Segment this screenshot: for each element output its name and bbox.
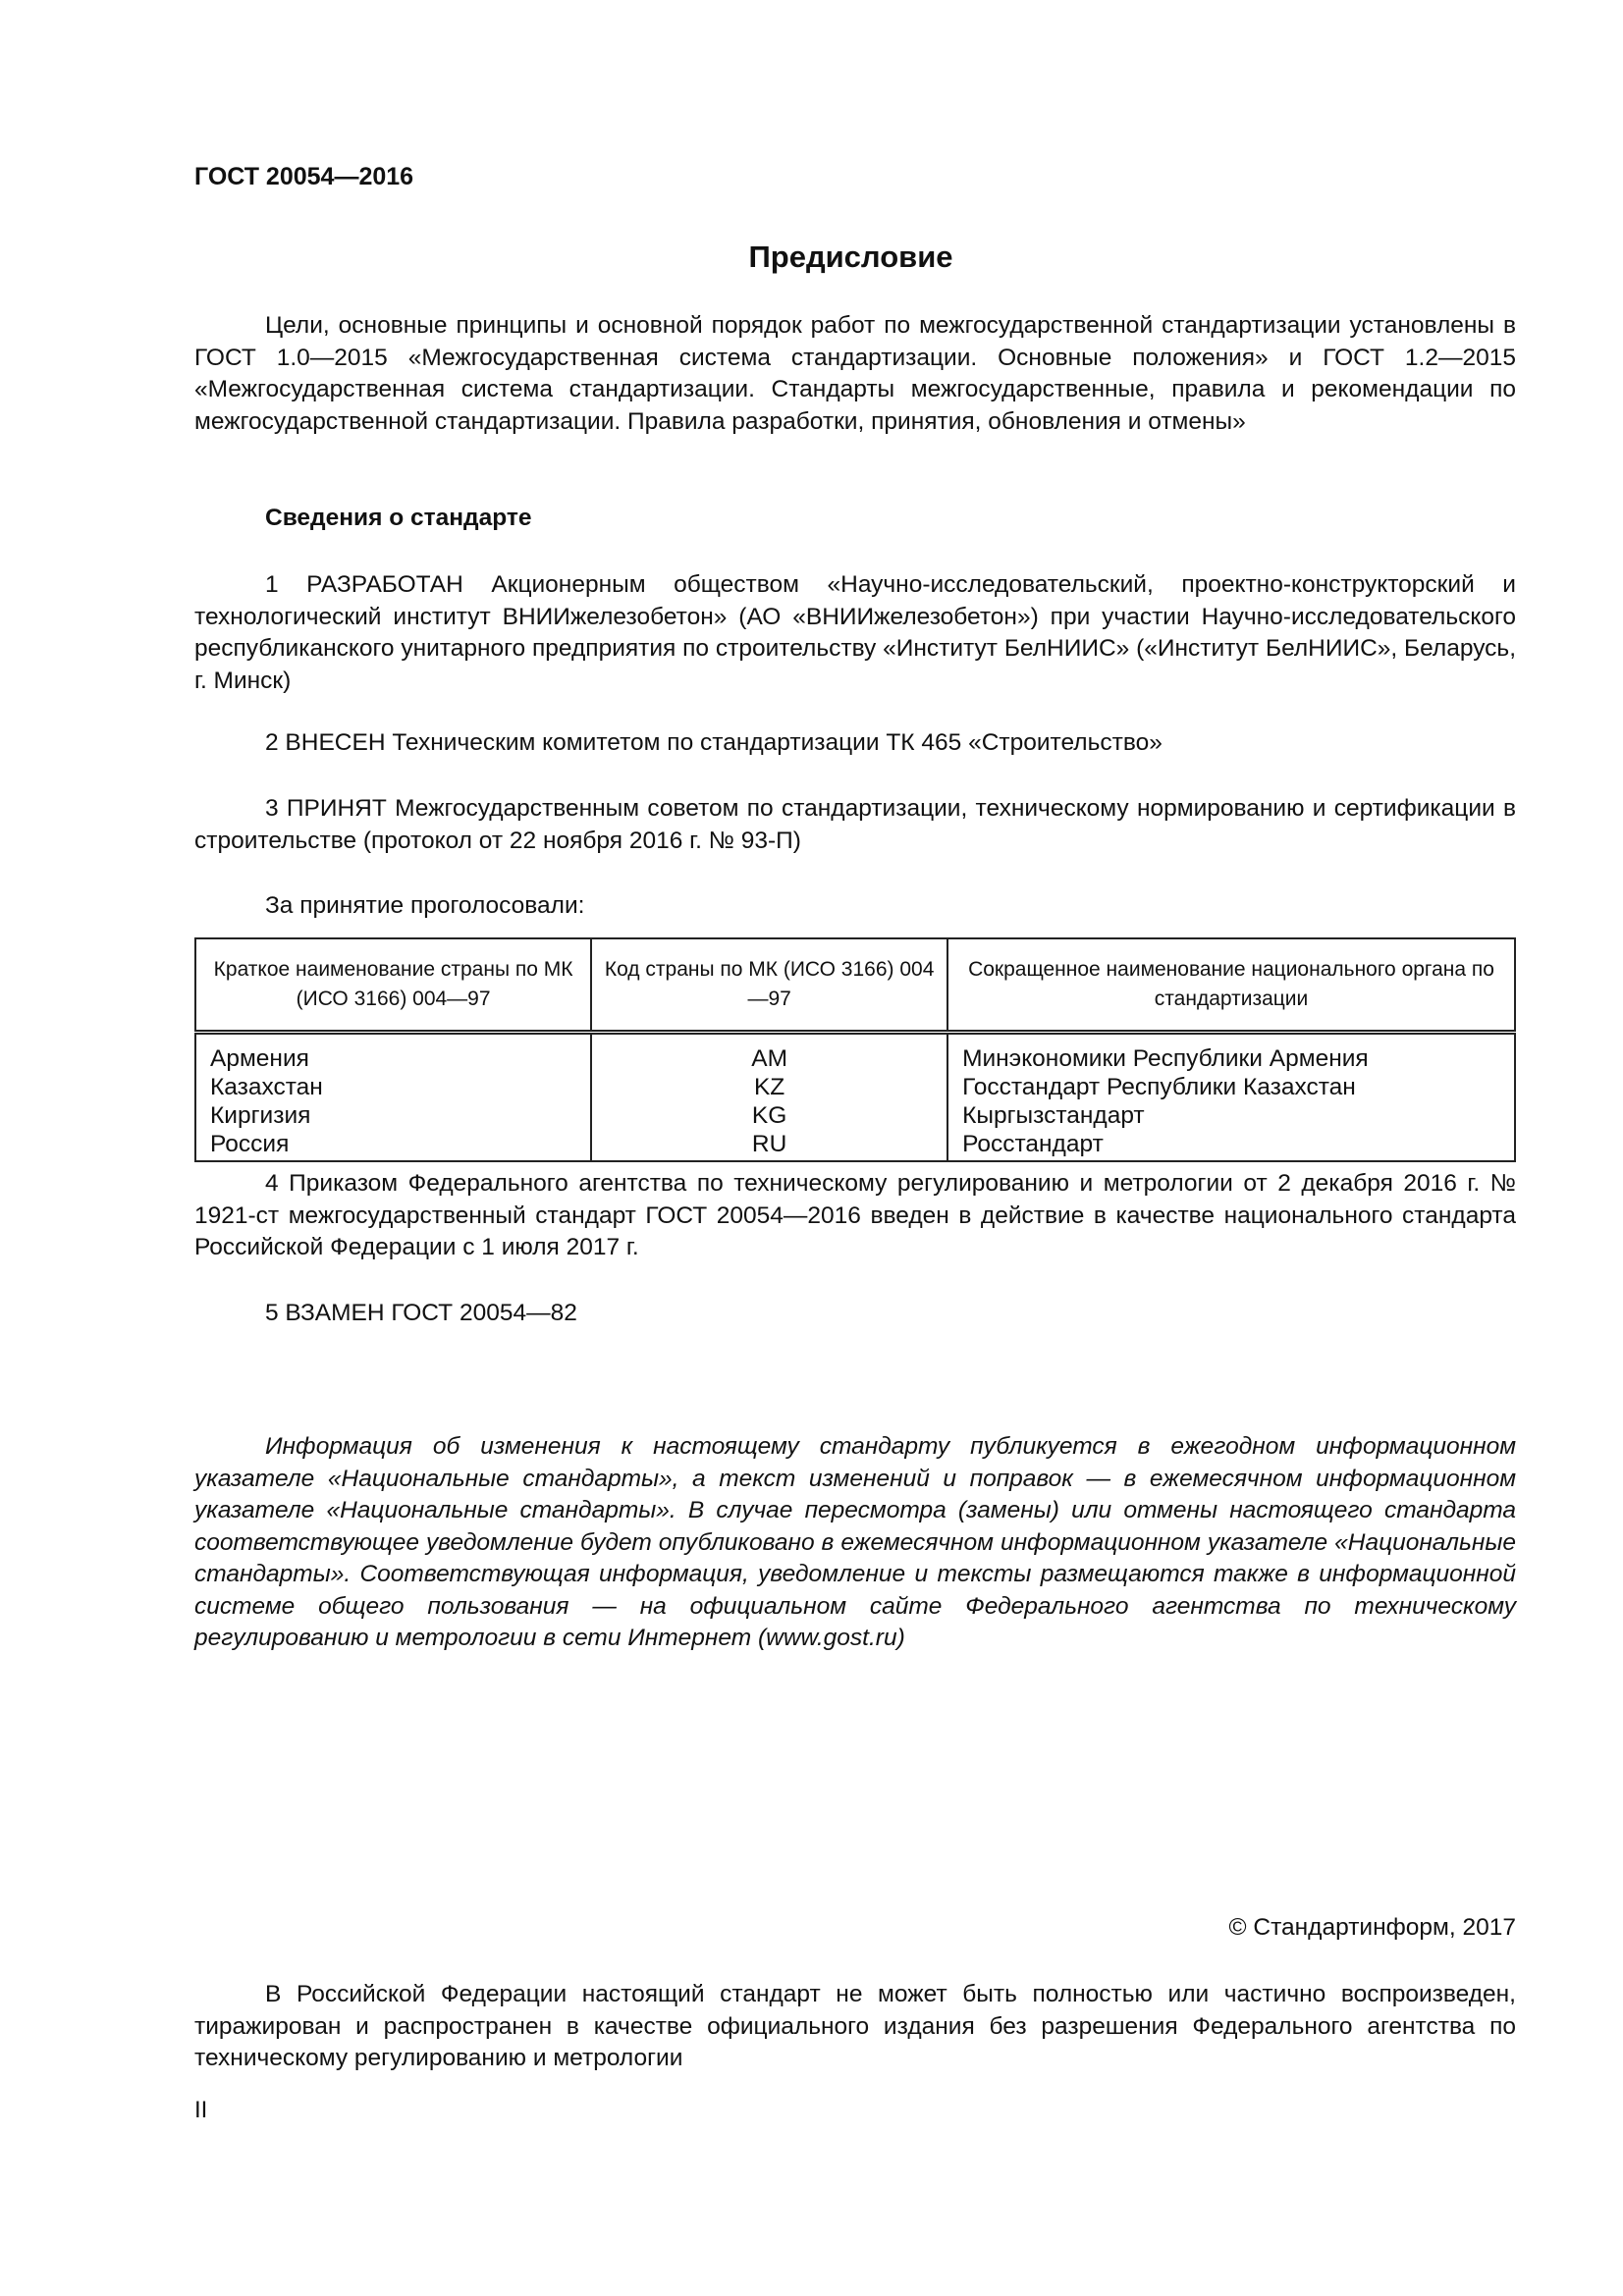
intro-paragraph: Цели, основные принципы и основной порядок работ по межгосударственной стандартизации установлены в ГОСТ 1.0—2015 «Межгосударственная система стандартизации. Основные положения» и ГОСТ 1.2—2015 «Межгосударственная система стандартизации. Стандарты межгосударственные, правила и рекомендации по межгосударственной стандартизации. Правила разработки, принятия, обновления и отмены»: [194, 312, 1516, 435]
item-3: 3 ПРИНЯТ Межгосударственным советом по стандартизации, техническому нормированию и сертификации в строительстве (протокол от 22 ноября 2016 г. № 93-П): [194, 795, 1516, 854]
column-header: Краткое наименование страны по МК (ИСО 3166) 004—97: [195, 938, 591, 1033]
table-row: [195, 1130, 1515, 1161]
page-title: Предисловие: [748, 240, 953, 274]
table-row: [195, 1101, 1515, 1130]
country-code: AM: [591, 1033, 947, 1074]
column-header: Код страны по МК (ИСО 3166) 004—97: [591, 938, 947, 1033]
section-heading: Сведения о стандарте: [265, 505, 532, 531]
table-row: [195, 1033, 1515, 1074]
country-name: Россия: [195, 1130, 591, 1161]
country-code: RU: [591, 1130, 947, 1161]
page-number: II: [194, 2097, 208, 2123]
item-2: 2 ВНЕСЕН Техническим комитетом по стандартизации ТК 465 «Строительство»: [265, 729, 1163, 756]
standards-body: Госстандарт Республики Казахстан: [947, 1073, 1515, 1101]
standards-body: Минэкономики Республики Армения: [947, 1033, 1515, 1074]
info-paragraph: Информация об изменения к настоящему стандарту публикуется в ежегодном информационном указателе «Национальные стандарты», а текст изменений и поправок — в ежемесячном информационном указателе «Национальные стандарты». В случае пересмотра (замены) или отмены настоящего стандарта соответствующее уведомление будет опубликовано в ежемесячном информационном указателе «Национальные стандарты». Соответствующая информация, уведомление и тексты размещаются также в информационной системе общего пользования — на официальном сайте Федерального агентства по техническому регулированию и метрологии в сети Интернет (www.gost.ru): [194, 1433, 1516, 1651]
rights-paragraph: В Российской Федерации настоящий стандарт не может быть полностью или частично воспроизведен, тиражирован и распространен в качестве официального издания без разрешения Федерального агентства по техническому регулированию и метрологии: [194, 1981, 1516, 2071]
standards-body: Росстандарт: [947, 1130, 1515, 1161]
country-name: Армения: [195, 1033, 591, 1074]
table-row: [195, 1073, 1515, 1101]
table-header-row: [195, 938, 1515, 1033]
country-code: KZ: [591, 1073, 947, 1101]
document-header: ГОСТ 20054—2016: [194, 163, 414, 190]
voting-table: [194, 937, 1516, 1162]
vote-label: За принятие проголосовали:: [265, 892, 585, 919]
item-4: 4 Приказом Федерального агентства по техническому регулированию и метрологии от 2 декабря 2016 г. № 1921-ст межгосударственный стандарт ГОСТ 20054—2016 введен в действие в качестве национального стандарта Российской Федерации с 1 июля 2017 г.: [194, 1170, 1516, 1260]
country-name: Киргизия: [195, 1101, 591, 1130]
country-name: Казахстан: [195, 1073, 591, 1101]
column-header: Сокращенное наименование национального органа по стандартизации: [947, 938, 1515, 1033]
copyright: © Стандартинформ, 2017: [1228, 1914, 1516, 1941]
item-5: 5 ВЗАМЕН ГОСТ 20054—82: [265, 1300, 577, 1326]
standards-body: Кыргызстандарт: [947, 1101, 1515, 1130]
country-code: KG: [591, 1101, 947, 1130]
item-1: 1 РАЗРАБОТАН Акционерным обществом «Научно-исследовательский, проектно-конструкторский и технологический институт ВНИИжелезобетон» (АО «ВНИИжелезобетон») при участии Научно-исследовательского республиканского унитарного предприятия по строительству «Институт БелНИИС» («Институт БелНИИС», Беларусь, г. Минск): [194, 571, 1516, 694]
